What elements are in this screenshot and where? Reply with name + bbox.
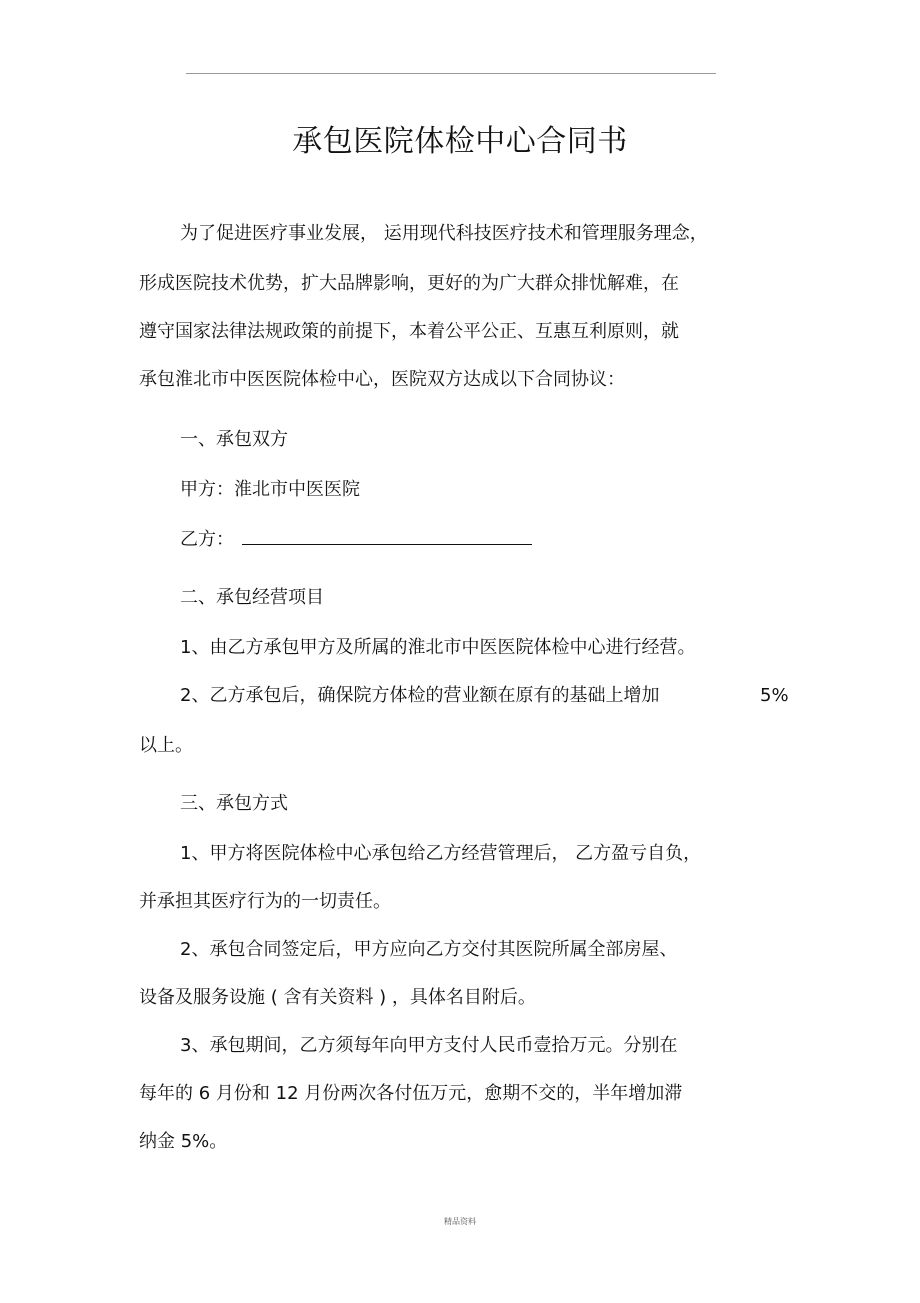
section-3-item-2-line-1: 2、承包合同签定后，甲方应向乙方交付其医院所属全部房屋、 [180, 939, 678, 960]
party-a: 甲方：淮北市中医医院 [180, 479, 360, 500]
intro-line-1: 为了促进医疗事业发展， 运用现代科技医疗技术和管理服务理念， [180, 223, 708, 244]
section-3-item-2-line-2: 设备及服务设施 ( 含有关资料 ) ，具体名目附后。 [139, 987, 536, 1008]
section-2-item-2-line-1: 2、乙方承包后，确保院方体检的营业额在原有的基础上增加 [180, 685, 660, 706]
section-3-item-1-line-2: 并承担其医疗行为的一切责任。 [139, 891, 391, 912]
section-1-heading: 一、承包双方 [180, 429, 288, 450]
section-2-item-2-line-2: 以上。 [139, 735, 193, 756]
section-3-item-3-line-3: 纳金 5%。 [139, 1131, 228, 1152]
intro-line-2: 形成医院技术优势，扩大品牌影响，更好的为广大群众排忧解难，在 [139, 273, 679, 294]
increase-percentage: 5% [760, 685, 789, 706]
party-b-label: 乙方： [180, 529, 234, 550]
section-3-item-1-line-1: 1、甲方将医院体检中心承包给乙方经营管理后， 乙方盈亏自负， [180, 843, 702, 864]
header-rule [186, 73, 716, 74]
intro-line-3: 遵守国家法律法规政策的前提下，本着公平公正、互惠互利原则，就 [139, 321, 679, 342]
document-title: 承包医院体检中心合同书 [292, 124, 628, 159]
section-2-item-1: 1、由乙方承包甲方及所属的淮北市中医医院体检中心进行经营。 [180, 637, 696, 658]
section-3-item-3-line-2: 每年的 6 月份和 12 月份两次各付伍万元，愈期不交的，半年增加滞 [139, 1083, 683, 1104]
section-2-heading: 二、承包经营项目 [180, 587, 324, 608]
intro-line-4: 承包淮北市中医医院体检中心，医院双方达成以下合同协议： [139, 369, 625, 390]
section-3-heading: 三、承包方式 [180, 793, 288, 814]
section-3-item-3-line-1: 3、承包期间，乙方须每年向甲方支付人民币壹拾万元。分别在 [180, 1035, 678, 1056]
footer-note: 精品资料 [444, 1217, 476, 1226]
party-b-blank-line [242, 526, 532, 545]
party-b [180, 526, 532, 552]
